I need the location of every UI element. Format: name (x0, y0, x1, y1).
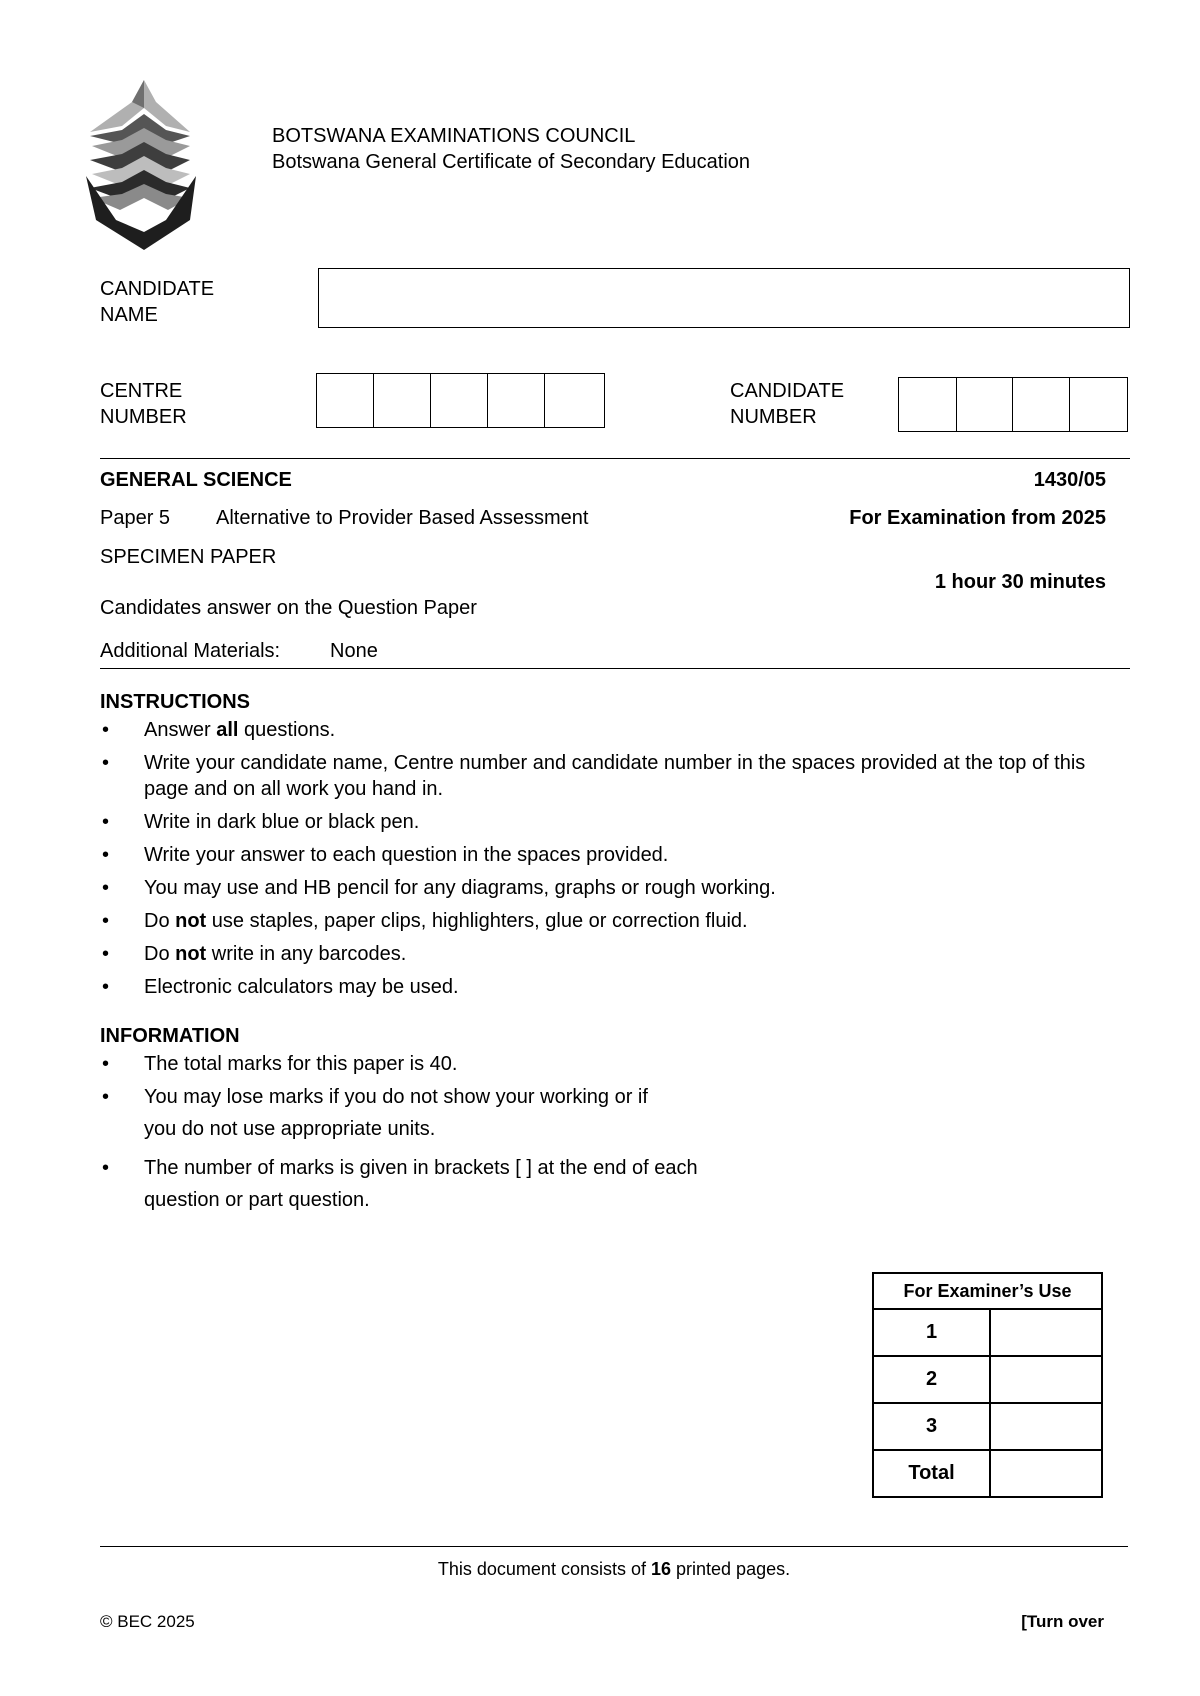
list-item: • Write in dark blue or black pen. (100, 809, 1110, 835)
list-item: • You may lose marks if you do not show your working or if you do not use appropriate units. (100, 1081, 860, 1145)
exam-from: For Examination from 2025 (849, 507, 1106, 529)
instructions-list (100, 717, 1110, 1007)
candidate-digit-box[interactable] (957, 378, 1014, 431)
table-row-label: 1 (873, 1309, 990, 1356)
materials-label: Additional Materials: (100, 640, 281, 662)
list-item: • The total marks for this paper is 40. (100, 1051, 860, 1077)
centre-digit-box[interactable] (374, 374, 431, 427)
centre-digit-box[interactable] (431, 374, 488, 427)
information-list (100, 1051, 860, 1223)
specimen-label: SPECIMEN PAPER (100, 546, 277, 568)
list-item: • Answer all questions. (100, 717, 1110, 743)
centre-number-label: CENTRE NUMBER (100, 380, 187, 428)
candidate-name-label: CANDIDATE NAME (100, 278, 215, 326)
table-row-label: Total (873, 1450, 990, 1497)
candidate-number-label: CANDIDATE NUMBER (730, 380, 845, 428)
candidate-name-field[interactable] (318, 268, 1130, 328)
paper-code: 1430/05 (1033, 469, 1106, 491)
examiner-use-table (872, 1272, 1103, 1498)
divider (100, 458, 1130, 459)
candidate-digit-box[interactable] (1013, 378, 1070, 431)
mark-cell[interactable] (990, 1309, 1102, 1356)
paper-title: Alternative to Provider Based Assessment (216, 507, 589, 529)
table-row-label: 3 (873, 1403, 990, 1450)
list-item: • You may use and HB pencil for any diagrams, graphs or rough working. (100, 875, 1110, 901)
list-item: • Do not write in any barcodes. (100, 941, 1110, 967)
table-row-label: 2 (873, 1356, 990, 1403)
answer-on: Candidates answer on the Question Paper (100, 597, 477, 619)
divider (100, 668, 1130, 669)
candidate-digit-box[interactable] (1070, 378, 1127, 431)
list-item: • Write your candidate name, Centre number and candidate number in the spaces provided at the top of this page and on all work you hand in. (100, 750, 1110, 802)
certificate-title: Botswana General Certificate of Secondary Education (272, 151, 751, 173)
mark-cell[interactable] (990, 1403, 1102, 1450)
subject-title: GENERAL SCIENCE (100, 469, 292, 491)
centre-digit-box[interactable] (317, 374, 374, 427)
materials-value: None (330, 640, 378, 662)
bec-emblem-icon (86, 80, 196, 250)
list-item: • Electronic calculators may be used. (100, 974, 1110, 1000)
candidate-number-field[interactable] (898, 377, 1128, 432)
divider (100, 1546, 1128, 1547)
duration: 1 hour 30 minutes (934, 571, 1106, 593)
candidate-digit-box[interactable] (899, 378, 957, 431)
list-item: • The number of marks is given in brackets [ ] at the end of each question or part question. (100, 1152, 860, 1216)
table-header: For Examiner’s Use (873, 1273, 1102, 1309)
page-count: This document consists of 16 printed pages. (437, 1559, 791, 1579)
centre-number-field[interactable] (316, 373, 605, 428)
centre-digit-box[interactable] (488, 374, 545, 427)
information-heading: INFORMATION (100, 1025, 240, 1047)
list-item: • Write your answer to each question in the spaces provided. (100, 842, 1110, 868)
council-name: BOTSWANA EXAMINATIONS COUNCIL (272, 125, 636, 147)
list-item: • Do not use staples, paper clips, highlighters, glue or correction fluid. (100, 908, 1110, 934)
paper-number: Paper 5 (100, 507, 171, 529)
copyright: © BEC 2025 (100, 1612, 195, 1631)
centre-digit-box[interactable] (545, 374, 603, 427)
mark-cell[interactable] (990, 1450, 1102, 1497)
turn-over: [Turn over (1021, 1612, 1104, 1631)
mark-cell[interactable] (990, 1356, 1102, 1403)
instructions-heading: INSTRUCTIONS (100, 691, 250, 713)
